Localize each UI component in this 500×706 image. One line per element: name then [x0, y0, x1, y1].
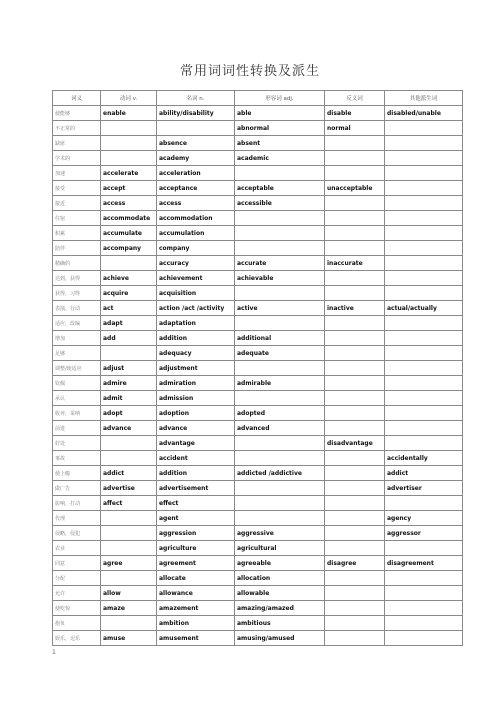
word-cell	[385, 331, 463, 346]
word-cell: acceptable	[235, 181, 325, 196]
word-cell: ability/disability	[157, 106, 235, 121]
meaning-cell: 好处	[53, 436, 101, 451]
meaning-cell: 接受	[53, 181, 101, 196]
word-cell: agreeable	[235, 556, 325, 571]
meaning-cell: 获得，习得	[53, 286, 101, 301]
table-row	[53, 136, 463, 151]
word-cell: inaccurate	[325, 256, 385, 271]
word-cell	[325, 421, 385, 436]
meaning-cell: 使上瘾	[53, 466, 101, 481]
meaning-cell: 学术的	[53, 151, 101, 166]
word-cell: addition	[157, 331, 235, 346]
meaning-cell: 农业	[53, 541, 101, 556]
meaning-cell: 前进	[53, 421, 101, 436]
word-cell: advantage	[157, 436, 235, 451]
word-cell: advertiser	[385, 481, 463, 496]
word-cell	[325, 331, 385, 346]
word-cell	[101, 526, 157, 541]
word-cell	[385, 136, 463, 151]
word-cell	[235, 241, 325, 256]
table-row	[53, 121, 463, 136]
word-cell: adequate	[235, 346, 325, 361]
word-cell	[325, 496, 385, 511]
page-number: 1	[52, 649, 56, 656]
table-row	[53, 526, 463, 541]
word-cell	[101, 151, 157, 166]
meaning-cell: 积累	[53, 226, 101, 241]
word-cell: aggressive	[235, 526, 325, 541]
word-cell	[101, 541, 157, 556]
word-cell	[385, 166, 463, 181]
word-cell: agent	[157, 511, 235, 526]
word-cell: advertisement	[157, 481, 235, 496]
word-cell: accidentally	[385, 451, 463, 466]
meaning-cell: 收养，采纳	[53, 406, 101, 421]
word-cell	[325, 286, 385, 301]
word-cell: achieve	[101, 271, 157, 286]
word-cell: accuracy	[157, 256, 235, 271]
word-cell	[235, 496, 325, 511]
word-cell: agree	[101, 556, 157, 571]
word-cell: accessible	[235, 196, 325, 211]
word-cell: able	[235, 106, 325, 121]
table-row	[53, 301, 463, 316]
word-cell: add	[101, 331, 157, 346]
meaning-cell: 加速	[53, 166, 101, 181]
word-cell: agriculture	[157, 541, 235, 556]
word-cell: accumulate	[101, 226, 157, 241]
word-cell	[325, 466, 385, 481]
column-header: 动词 v.	[101, 91, 157, 106]
meaning-cell: 缺席	[53, 136, 101, 151]
word-cell	[385, 196, 463, 211]
word-cell	[325, 316, 385, 331]
word-cell	[325, 196, 385, 211]
word-cell	[325, 151, 385, 166]
table-row	[53, 361, 463, 376]
word-cell: agricultural	[235, 541, 325, 556]
column-header: 词义	[53, 91, 101, 106]
word-cell: amazing/amazed	[235, 601, 325, 616]
word-cell	[235, 286, 325, 301]
word-cell: normal	[325, 121, 385, 136]
table-row	[53, 451, 463, 466]
word-cell: admission	[157, 391, 235, 406]
word-cell	[101, 121, 157, 136]
word-cell: inactive	[325, 301, 385, 316]
table-row	[53, 616, 463, 631]
word-cell: adjustment	[157, 361, 235, 376]
word-cell	[385, 181, 463, 196]
word-cell: admiration	[157, 376, 235, 391]
meaning-cell: 陪伴	[53, 241, 101, 256]
word-cell	[235, 436, 325, 451]
word-cell: additional	[235, 331, 325, 346]
word-cell	[385, 391, 463, 406]
word-cell: adequacy	[157, 346, 235, 361]
word-cell: accident	[157, 451, 235, 466]
word-cell: advance	[157, 421, 235, 436]
word-cell: aggression	[157, 526, 235, 541]
word-cell: advanced	[235, 421, 325, 436]
word-cell: accompany	[101, 241, 157, 256]
word-cell: disadvantage	[325, 436, 385, 451]
word-cell	[385, 151, 463, 166]
word-cell: action /act /activity	[157, 301, 235, 316]
word-cell: access	[101, 196, 157, 211]
column-header: 形容词 adj.	[235, 91, 325, 106]
table-row	[53, 241, 463, 256]
word-cell: allowable	[235, 586, 325, 601]
word-cell: adopted	[235, 406, 325, 421]
word-cell	[235, 211, 325, 226]
word-cell	[325, 361, 385, 376]
word-cell	[385, 286, 463, 301]
word-cell: accommodation	[157, 211, 235, 226]
word-cell: addition	[157, 466, 235, 481]
word-cell	[235, 481, 325, 496]
word-cell	[385, 616, 463, 631]
word-cell	[385, 541, 463, 556]
word-cell: access	[157, 196, 235, 211]
word-cell	[157, 121, 235, 136]
word-cell: accept	[101, 181, 157, 196]
word-cell: advertise	[101, 481, 157, 496]
word-cell	[385, 361, 463, 376]
word-cell	[101, 451, 157, 466]
word-cell	[325, 241, 385, 256]
meaning-cell: 影响，打动	[53, 496, 101, 511]
word-cell: acquire	[101, 286, 157, 301]
word-cell: accommodate	[101, 211, 157, 226]
word-cell	[325, 271, 385, 286]
word-cell	[235, 316, 325, 331]
table-row	[53, 226, 463, 241]
word-cell	[325, 481, 385, 496]
word-cell: admire	[101, 376, 157, 391]
word-cell	[385, 631, 463, 646]
table-row	[53, 106, 463, 121]
word-cell: abnormal	[235, 121, 325, 136]
table-row	[53, 211, 463, 226]
meaning-cell: 做广告	[53, 481, 101, 496]
meaning-cell: 达到，获得	[53, 271, 101, 286]
table-row	[53, 376, 463, 391]
meaning-cell: 表演，行动	[53, 301, 101, 316]
word-cell: achievable	[235, 271, 325, 286]
word-cell: disagree	[325, 556, 385, 571]
table-row	[53, 256, 463, 271]
word-cell: allowance	[157, 586, 235, 601]
word-cell: accelerate	[101, 166, 157, 181]
table-header	[53, 91, 463, 106]
word-cell: adjust	[101, 361, 157, 376]
table-row	[53, 466, 463, 481]
word-cell	[235, 391, 325, 406]
table-row	[53, 571, 463, 586]
word-cell	[325, 541, 385, 556]
word-cell: advance	[101, 421, 157, 436]
word-cell: acquisition	[157, 286, 235, 301]
word-cell	[325, 391, 385, 406]
meaning-cell: 同意	[53, 556, 101, 571]
word-cell: addict	[101, 466, 157, 481]
word-cell	[385, 256, 463, 271]
word-cell: adaptation	[157, 316, 235, 331]
word-cell: agency	[385, 511, 463, 526]
word-cell	[101, 436, 157, 451]
table-row	[53, 181, 463, 196]
word-cell: affect	[101, 496, 157, 511]
word-cell	[325, 511, 385, 526]
word-cell	[235, 166, 325, 181]
word-cell	[325, 226, 385, 241]
word-cell	[385, 241, 463, 256]
meaning-cell: 调整/使适应	[53, 361, 101, 376]
word-cell	[325, 631, 385, 646]
meaning-cell: 使能够	[53, 106, 101, 121]
word-cell	[385, 406, 463, 421]
word-cell	[385, 586, 463, 601]
word-cell	[385, 571, 463, 586]
word-cell: adapt	[101, 316, 157, 331]
word-cell: absence	[157, 136, 235, 151]
word-cell: amusement	[157, 631, 235, 646]
table-row	[53, 331, 463, 346]
word-cell: effect	[157, 496, 235, 511]
word-cell	[385, 271, 463, 286]
meaning-cell: 允许	[53, 586, 101, 601]
word-cell	[325, 376, 385, 391]
word-cell: adopt	[101, 406, 157, 421]
column-header: 其他派生词	[385, 91, 463, 106]
meaning-cell: 适应，改编	[53, 316, 101, 331]
column-header: 反义词	[325, 91, 385, 106]
word-cell	[101, 511, 157, 526]
meaning-cell: 代理	[53, 511, 101, 526]
meaning-cell: 接近	[53, 196, 101, 211]
table-row	[53, 391, 463, 406]
word-cell	[235, 511, 325, 526]
word-cell: addict	[385, 466, 463, 481]
word-cell	[101, 616, 157, 631]
meaning-cell: 住宿	[53, 211, 101, 226]
table-row	[53, 496, 463, 511]
word-cell	[101, 571, 157, 586]
word-cell	[385, 211, 463, 226]
vocabulary-table	[52, 90, 463, 646]
word-cell: admirable	[235, 376, 325, 391]
word-cell: allocation	[235, 571, 325, 586]
meaning-cell: 娱乐，逗乐	[53, 631, 101, 646]
word-cell: company	[157, 241, 235, 256]
word-cell	[325, 211, 385, 226]
meaning-cell: 事故	[53, 451, 101, 466]
word-cell: amuse	[101, 631, 157, 646]
table-row	[53, 421, 463, 436]
word-cell	[325, 526, 385, 541]
meaning-cell: 精确的	[53, 256, 101, 271]
table-row	[53, 406, 463, 421]
table-row	[53, 586, 463, 601]
word-cell	[101, 256, 157, 271]
word-cell	[235, 361, 325, 376]
table-row	[53, 166, 463, 181]
word-cell	[325, 571, 385, 586]
word-cell: enable	[101, 106, 157, 121]
word-cell	[385, 601, 463, 616]
header-row	[53, 91, 463, 106]
word-cell	[325, 616, 385, 631]
table-row	[53, 511, 463, 526]
word-cell: admit	[101, 391, 157, 406]
word-cell: allow	[101, 586, 157, 601]
table-row	[53, 631, 463, 646]
word-cell: disagreement	[385, 556, 463, 571]
word-cell: ambitious	[235, 616, 325, 631]
word-cell	[385, 121, 463, 136]
word-cell: active	[235, 301, 325, 316]
table-row	[53, 436, 463, 451]
word-cell	[385, 421, 463, 436]
meaning-cell: 侵略，侵犯	[53, 526, 101, 541]
word-cell	[325, 346, 385, 361]
word-cell	[235, 226, 325, 241]
meaning-cell: 增加	[53, 331, 101, 346]
word-cell	[385, 226, 463, 241]
table-row	[53, 196, 463, 211]
word-cell: allocate	[157, 571, 235, 586]
column-header: 名词 n.	[157, 91, 235, 106]
word-cell: adoption	[157, 406, 235, 421]
word-cell: disable	[325, 106, 385, 121]
word-cell: achievement	[157, 271, 235, 286]
table-row	[53, 601, 463, 616]
word-cell: amusing/amused	[235, 631, 325, 646]
word-cell: academy	[157, 151, 235, 166]
word-cell: addicted /addictive	[235, 466, 325, 481]
word-cell	[385, 346, 463, 361]
table-row	[53, 556, 463, 571]
word-cell	[325, 166, 385, 181]
word-cell	[325, 586, 385, 601]
word-cell: amaze	[101, 601, 157, 616]
word-cell	[325, 136, 385, 151]
table-body	[53, 106, 463, 646]
page-title: 常用词词性转换及派生	[179, 64, 320, 79]
word-cell	[101, 136, 157, 151]
word-cell: accumulation	[157, 226, 235, 241]
meaning-cell: 不正常的	[53, 121, 101, 136]
word-cell	[235, 451, 325, 466]
word-cell: agreement	[157, 556, 235, 571]
meaning-cell: 足够	[53, 346, 101, 361]
word-cell	[385, 316, 463, 331]
table-row	[53, 346, 463, 361]
word-cell: amazement	[157, 601, 235, 616]
word-cell: acceptance	[157, 181, 235, 196]
table-row	[53, 271, 463, 286]
meaning-cell: 钦佩	[53, 376, 101, 391]
word-cell: absent	[235, 136, 325, 151]
table-row	[53, 316, 463, 331]
word-cell: disabled/unable	[385, 106, 463, 121]
word-cell	[325, 406, 385, 421]
word-cell: unacceptable	[325, 181, 385, 196]
word-cell: accurate	[235, 256, 325, 271]
table-row	[53, 286, 463, 301]
word-cell	[385, 496, 463, 511]
table-row	[53, 541, 463, 556]
word-cell: academic	[235, 151, 325, 166]
meaning-cell: 抱负	[53, 616, 101, 631]
word-cell	[325, 451, 385, 466]
meaning-cell: 承认	[53, 391, 101, 406]
word-cell: act	[101, 301, 157, 316]
table-row	[53, 481, 463, 496]
word-cell: actual/actually	[385, 301, 463, 316]
word-cell	[101, 346, 157, 361]
word-cell	[385, 376, 463, 391]
meaning-cell: 分配	[53, 571, 101, 586]
word-cell	[385, 436, 463, 451]
meaning-cell: 使吃惊	[53, 601, 101, 616]
word-cell: ambition	[157, 616, 235, 631]
word-cell	[325, 601, 385, 616]
table-row	[53, 151, 463, 166]
word-cell: acceleration	[157, 166, 235, 181]
word-cell: aggressor	[385, 526, 463, 541]
